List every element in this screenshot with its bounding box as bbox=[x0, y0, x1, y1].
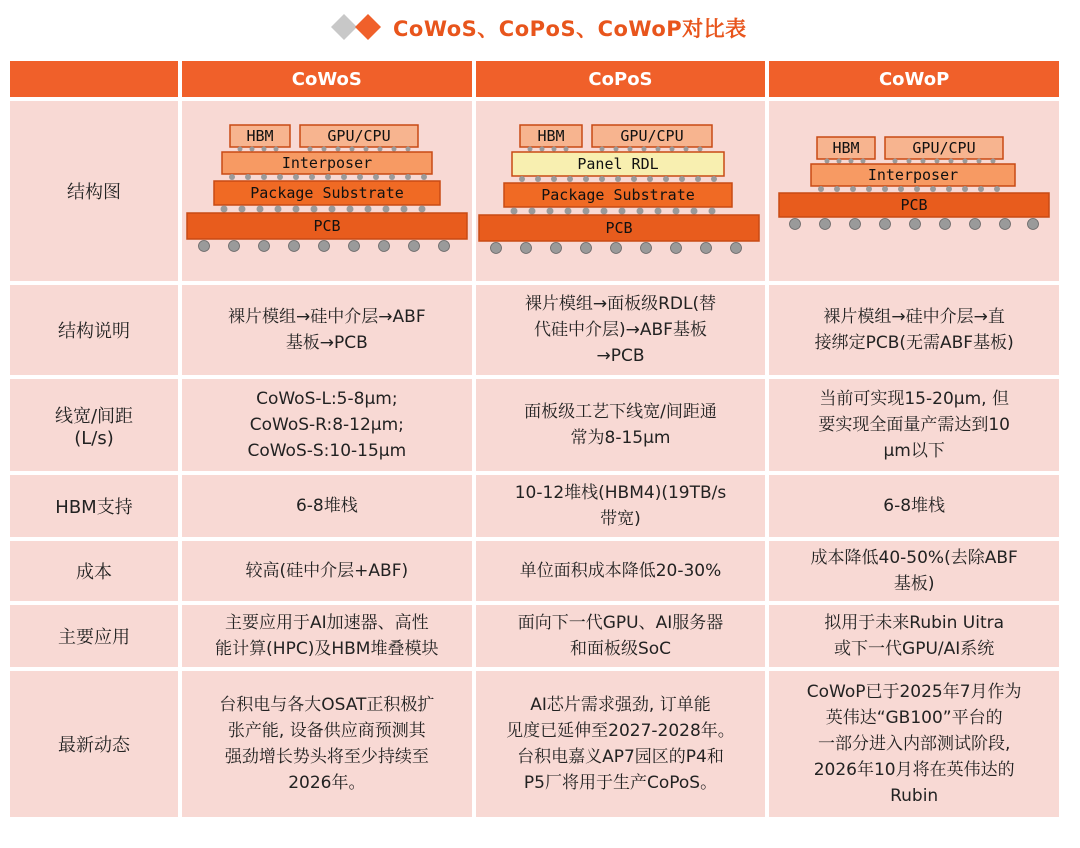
table-cell: CoWoP已于2025年7月作为 英伟达“GB100”平台的 一部分进入内部测试阶段, 2026年10月将在英伟达的 Rubin bbox=[769, 671, 1059, 817]
diagram-cell-cowos bbox=[182, 101, 472, 281]
header-corner bbox=[10, 61, 178, 97]
cowop-pcb-label: PCB bbox=[900, 196, 928, 214]
table-row-structure bbox=[10, 285, 1059, 375]
table-cell: 裸片模组→硅中介层→ABF 基板→PCB bbox=[182, 285, 472, 375]
row-label-applications: 主要应用 bbox=[10, 605, 178, 667]
row-label-structure: 结构说明 bbox=[10, 285, 178, 375]
diagram-cell-cowop bbox=[769, 101, 1059, 281]
table-cell: 较高(硅中介层+ABF) bbox=[182, 541, 472, 601]
cowos-gpu-label: GPU/CPU bbox=[327, 127, 391, 145]
table-cell: 裸片模组→面板级RDL(替 代硅中介层)→ABF基板 →PCB bbox=[476, 285, 766, 375]
copos-substrate-label: Package Substrate bbox=[540, 186, 695, 204]
copos-panel-rdl-label: Panel RDL bbox=[577, 155, 659, 173]
table-cell: 单位面积成本降低20-30% bbox=[476, 541, 766, 601]
copos-gpu-label: GPU/CPU bbox=[620, 127, 684, 145]
diagram-cell-copos bbox=[476, 101, 766, 281]
table-cell: 当前可实现15-20μm, 但 要实现全面量产需达到10 μm以下 bbox=[769, 379, 1059, 471]
diamond-logo-icon bbox=[330, 12, 390, 42]
copos-package-diagram bbox=[476, 121, 766, 261]
table-row-hbm bbox=[10, 475, 1059, 537]
column-header-copos: CoPoS bbox=[476, 61, 766, 97]
table-cell: 10-12堆栈(HBM4)(19TB/s 带宽) bbox=[476, 475, 766, 537]
table-cell: 成本降低40-50%(去除ABF 基板) bbox=[769, 541, 1059, 601]
comparison-table bbox=[6, 57, 1063, 821]
row-label-diagram: 结构图 bbox=[10, 101, 178, 281]
title-bar bbox=[0, 0, 1080, 55]
page-title: CoWoS、CoPoS、CoWoP对比表 bbox=[393, 17, 747, 41]
cowop-package-diagram bbox=[777, 131, 1052, 251]
table-cell: 面板级工艺下线宽/间距通 常为8-15μm bbox=[476, 379, 766, 471]
table-row-applications bbox=[10, 605, 1059, 667]
row-label-cost: 成本 bbox=[10, 541, 178, 601]
column-header-cowos: CoWoS bbox=[182, 61, 472, 97]
cowop-hbm-label: HBM bbox=[832, 139, 860, 157]
header-row bbox=[10, 61, 1059, 97]
table-row-latest-news bbox=[10, 671, 1059, 817]
table-cell: CoWoS-L:5-8μm; CoWoS-R:8-12μm; CoWoS-S:10-15μm bbox=[182, 379, 472, 471]
copos-hbm-label: HBM bbox=[537, 127, 565, 145]
cowos-interposer-label: Interposer bbox=[281, 154, 373, 172]
table-cell: 台积电与各大OSAT正积极扩 张产能, 设备供应商预测其 强劲增长势头将至少持续至 2026年。 bbox=[182, 671, 472, 817]
table-cell: 主要应用于AI加速器、高性 能计算(HPC)及HBM堆叠模块 bbox=[182, 605, 472, 667]
cowos-substrate-label: Package Substrate bbox=[250, 184, 404, 202]
row-label-line-width: 线宽/间距 (L/s) bbox=[10, 379, 178, 471]
table-cell: 6-8堆栈 bbox=[182, 475, 472, 537]
table-row-cost bbox=[10, 541, 1059, 601]
table-row-line-width bbox=[10, 379, 1059, 471]
table-cell: 拟用于未来Rubin Uitra 或下一代GPU/AI系统 bbox=[769, 605, 1059, 667]
table-cell: 面向下一代GPU、AI服务器 和面板级SoC bbox=[476, 605, 766, 667]
cowop-gpu-label: GPU/CPU bbox=[912, 139, 976, 157]
cowos-package-diagram bbox=[182, 121, 472, 261]
cowop-interposer-label: Interposer bbox=[867, 166, 958, 184]
copos-pcb-label: PCB bbox=[605, 219, 633, 237]
table-row-diagram bbox=[10, 101, 1059, 281]
table-cell: AI芯片需求强劲, 订单能 见度已延伸至2027-2028年。 台积电嘉义AP7园区的P4和 P5厂将用于生产CoPoS。 bbox=[476, 671, 766, 817]
table-cell: 裸片模组→硅中介层→直 接绑定PCB(无需ABF基板) bbox=[769, 285, 1059, 375]
row-label-latest-news: 最新动态 bbox=[10, 671, 178, 817]
column-header-cowop: CoWoP bbox=[769, 61, 1059, 97]
cowos-hbm-label: HBM bbox=[246, 127, 274, 145]
table-cell: 6-8堆栈 bbox=[769, 475, 1059, 537]
cowos-pcb-label: PCB bbox=[313, 217, 341, 235]
row-label-hbm: HBM支持 bbox=[10, 475, 178, 537]
